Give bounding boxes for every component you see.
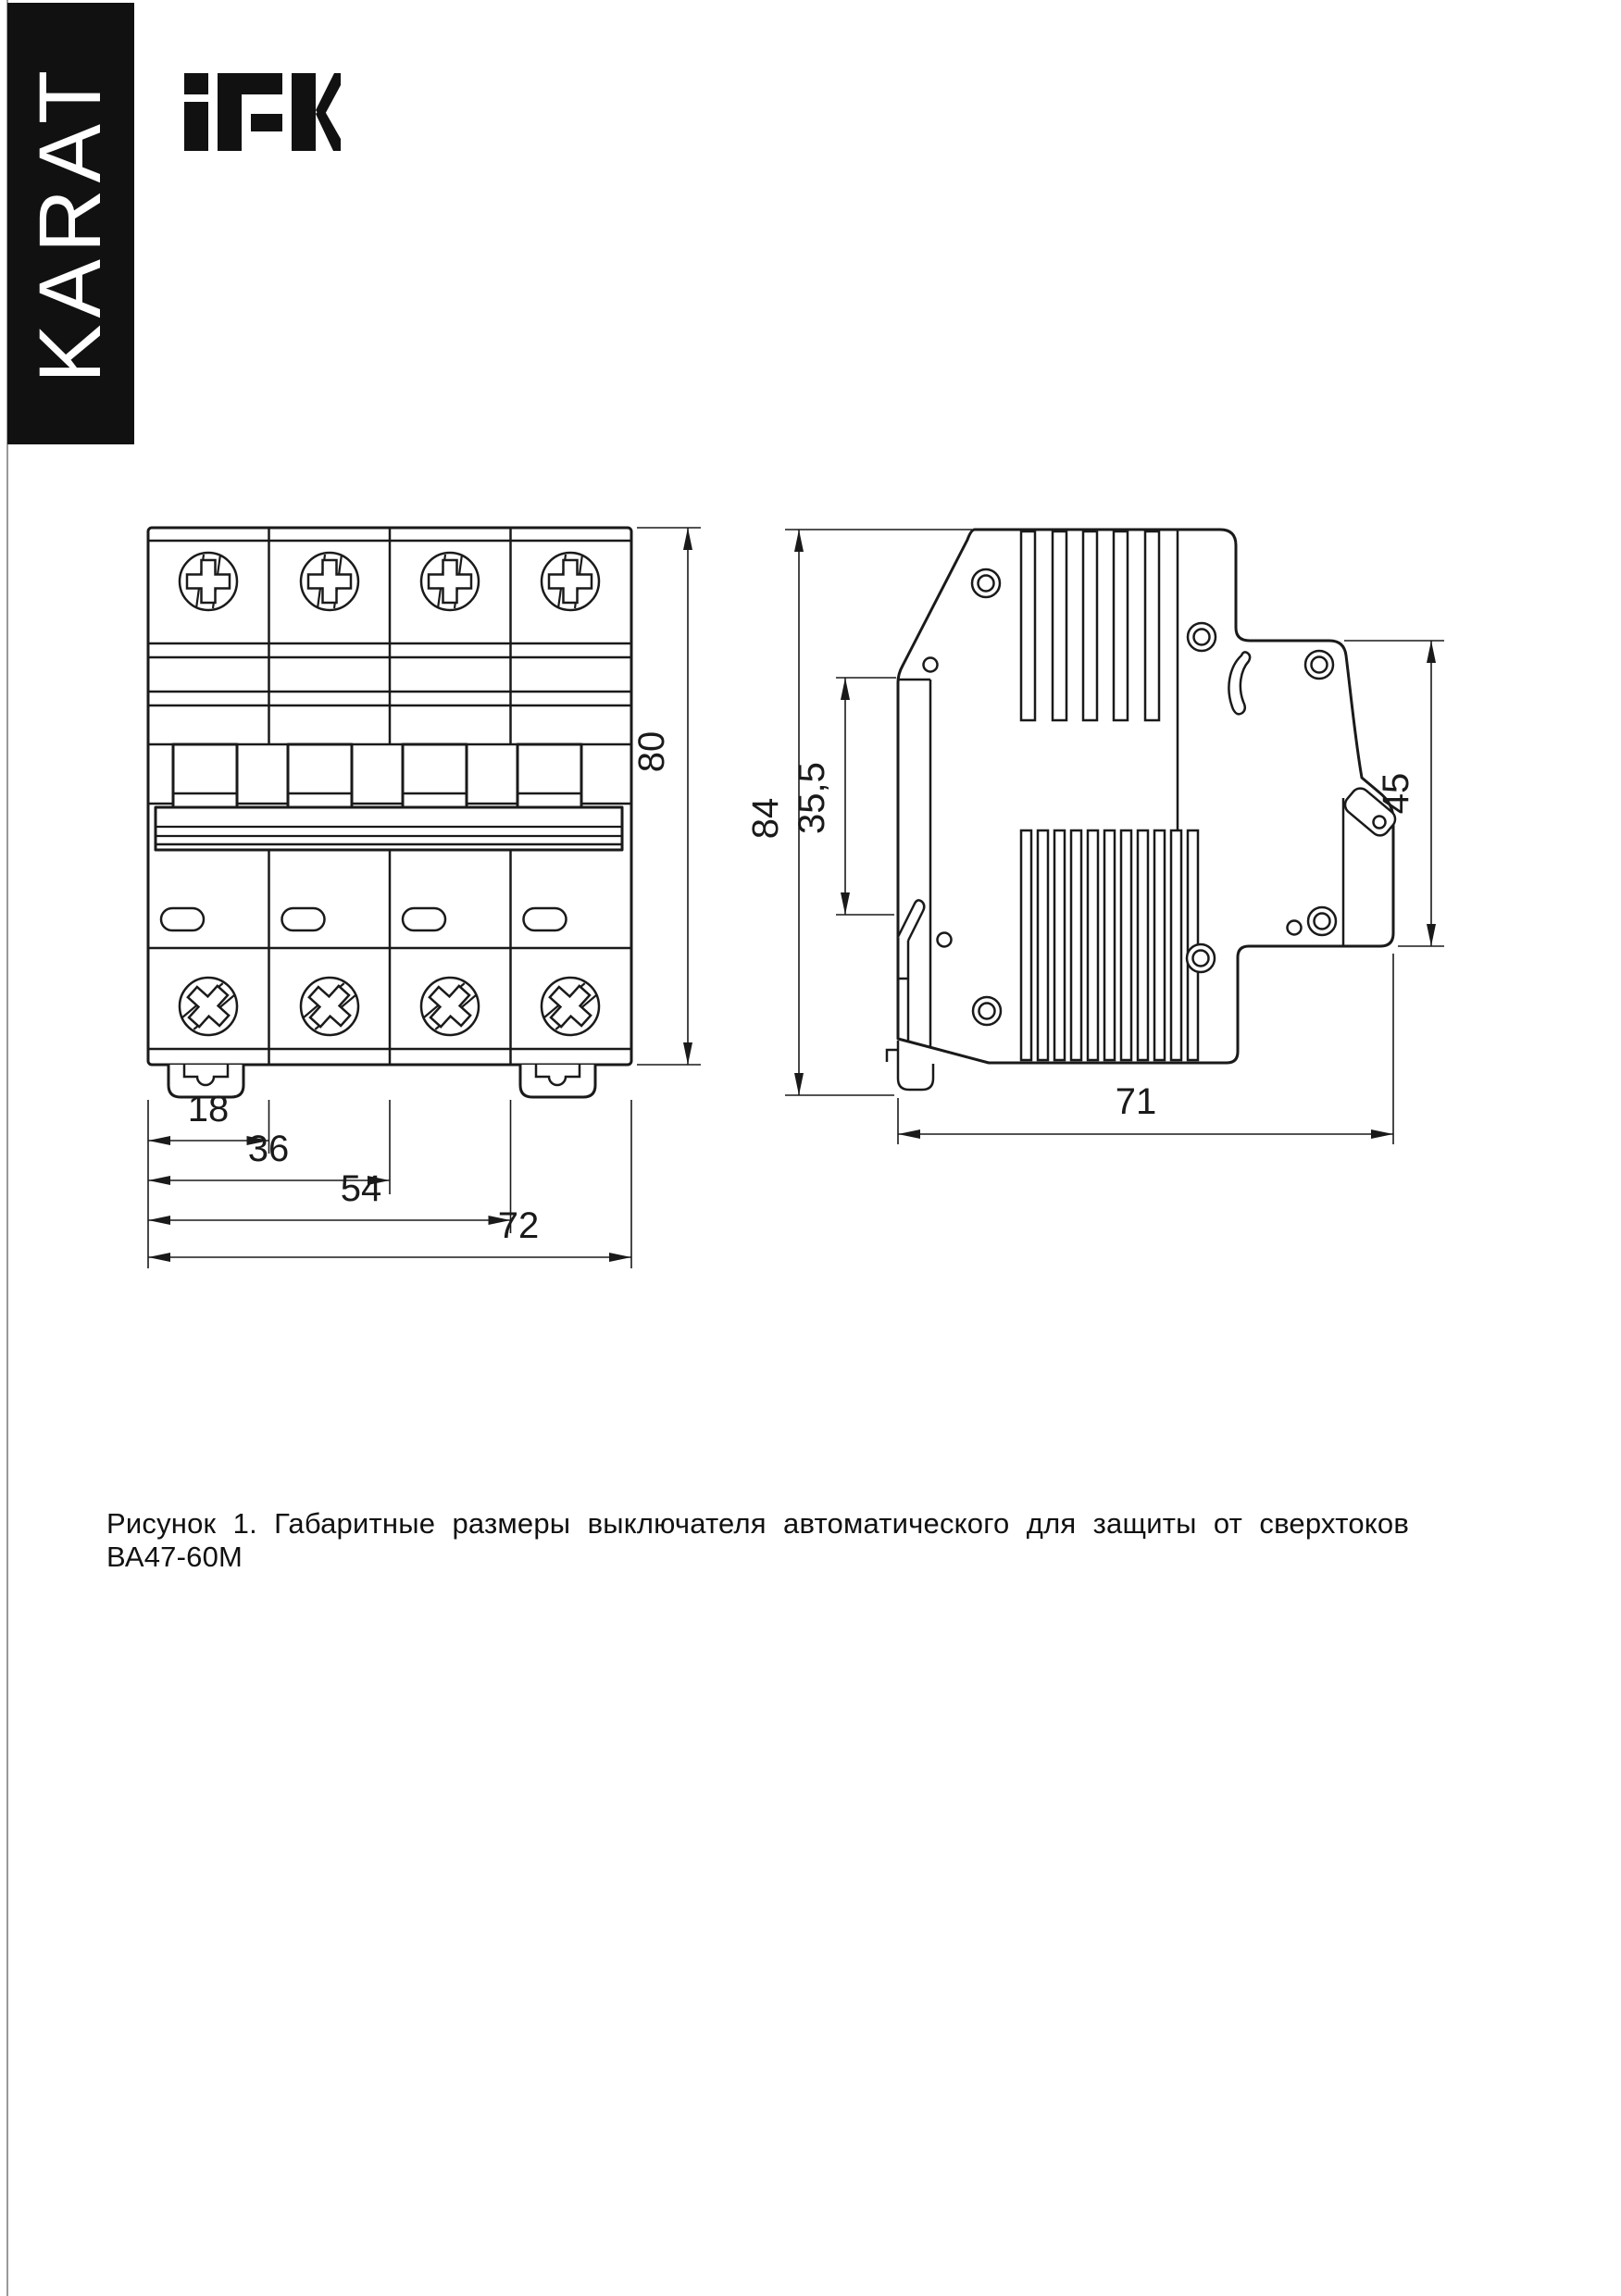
dimension-80	[631, 528, 701, 1065]
dim-72-label: 72	[497, 1205, 540, 1246]
dim-45-label: 45	[1376, 772, 1416, 815]
din-clips	[168, 1065, 595, 1097]
dimension-54	[148, 1168, 511, 1225]
karat-banner-label: KARAT	[21, 64, 119, 383]
dim-71-label: 71	[1115, 1081, 1157, 1122]
figure-caption: Рисунок 1. Габаритные размеры выключателя автоматического для защиты от сверхтоков ВА47-60М	[106, 1507, 1409, 1573]
dim-36-label: 36	[247, 1129, 290, 1169]
dimension-72	[148, 1205, 631, 1262]
dimension-35-5	[792, 678, 896, 915]
dim-80-label: 80	[631, 730, 672, 773]
side-view	[745, 530, 1444, 1144]
dim-35-5-label: 35,5	[792, 762, 832, 834]
dim-18-label: 18	[187, 1089, 230, 1129]
dim-84-label: 84	[745, 797, 786, 840]
dim-54-label: 54	[340, 1168, 382, 1209]
din-foot	[887, 1041, 933, 1090]
bottom-vent-ribs	[1021, 830, 1198, 1060]
handle-tie-bar	[156, 807, 622, 850]
front-view	[148, 528, 701, 1268]
